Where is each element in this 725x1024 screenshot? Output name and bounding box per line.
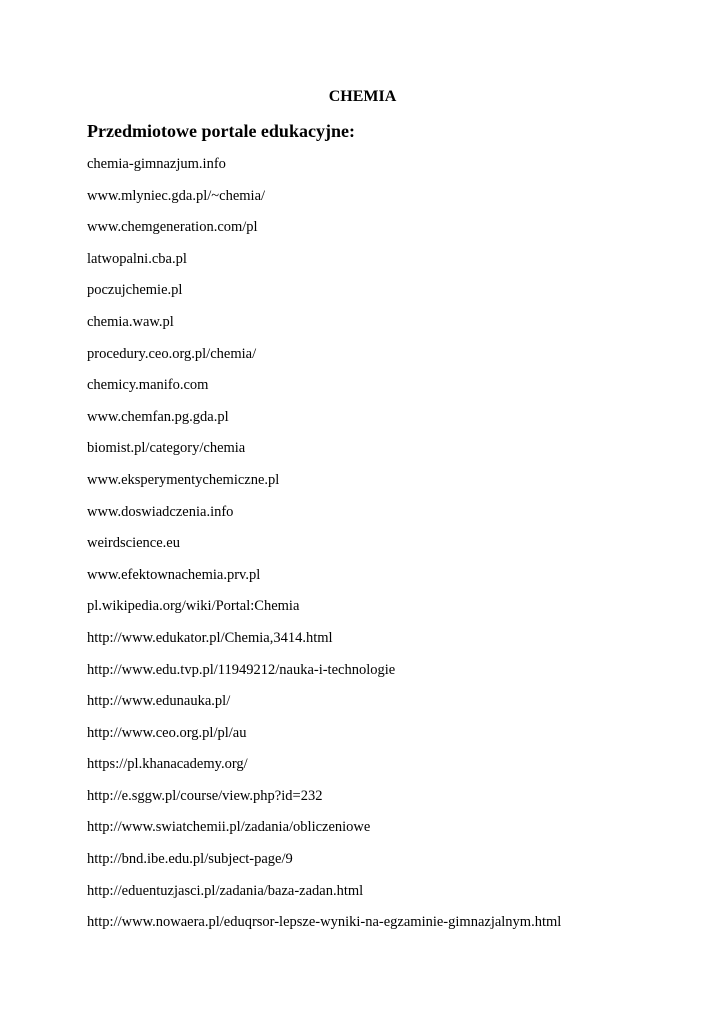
portal-link: www.doswiadczenia.info (87, 503, 234, 520)
portal-link: http://bnd.ibe.edu.pl/subject-page/9 (87, 851, 293, 868)
portal-link: procedury.ceo.org.pl/chemia/ (87, 345, 257, 362)
portal-link: www.eksperymentychemiczne.pl (87, 471, 280, 488)
portal-link: http://www.ceo.org.pl/pl/au (87, 724, 247, 741)
portal-link: poczujchemie.pl (87, 282, 183, 299)
portal-link: chemia-gimnazjum.info (87, 156, 226, 172)
portal-link: biomist.pl/category/chemia (87, 440, 246, 457)
portal-link: chemia.waw.pl (87, 313, 174, 330)
portal-link: http://www.edunauka.pl/ (87, 693, 231, 710)
portal-link: http://www.edu.tvp.pl/11949212/nauka-i-technologie (87, 661, 396, 678)
portal-link: https://pl.khanacademy.org/ (87, 756, 248, 773)
portal-link: www.mlyniec.gda.pl/~chemia/ (87, 187, 266, 204)
document-title-text: CHEMIA (328, 88, 397, 105)
portal-link: chemicy.manifo.com (87, 377, 209, 394)
document-title (0, 87, 725, 107)
portal-link: weirdscience.eu (87, 535, 180, 552)
portal-link: www.chemgeneration.com/pl (87, 219, 258, 236)
portal-link: www.efektownachemia.prv.pl (87, 566, 261, 583)
portal-link: http://eduentuzjasci.pl/zadania/baza-zadan.html (87, 882, 364, 899)
portal-link-list (87, 154, 561, 944)
portal-link: pl.wikipedia.org/wiki/Portal:Chemia (87, 598, 300, 615)
portal-link: http://www.edukator.pl/Chemia,3414.html (87, 629, 333, 646)
portal-link: http://e.sggw.pl/course/view.php?id=232 (87, 787, 323, 804)
portal-link: http://www.nowaera.pl/eduqrsor-lepsze-wyniki-na-egzaminie-gimnazjalnym.html (87, 914, 562, 931)
portal-link: latwopalni.cba.pl (87, 250, 187, 267)
section-heading: Przedmiotowe portale edukacyjne: (87, 121, 355, 141)
portal-link: http://www.swiatchemii.pl/zadania/obliczeniowe (87, 819, 371, 836)
portal-link: www.chemfan.pg.gda.pl (87, 408, 229, 425)
